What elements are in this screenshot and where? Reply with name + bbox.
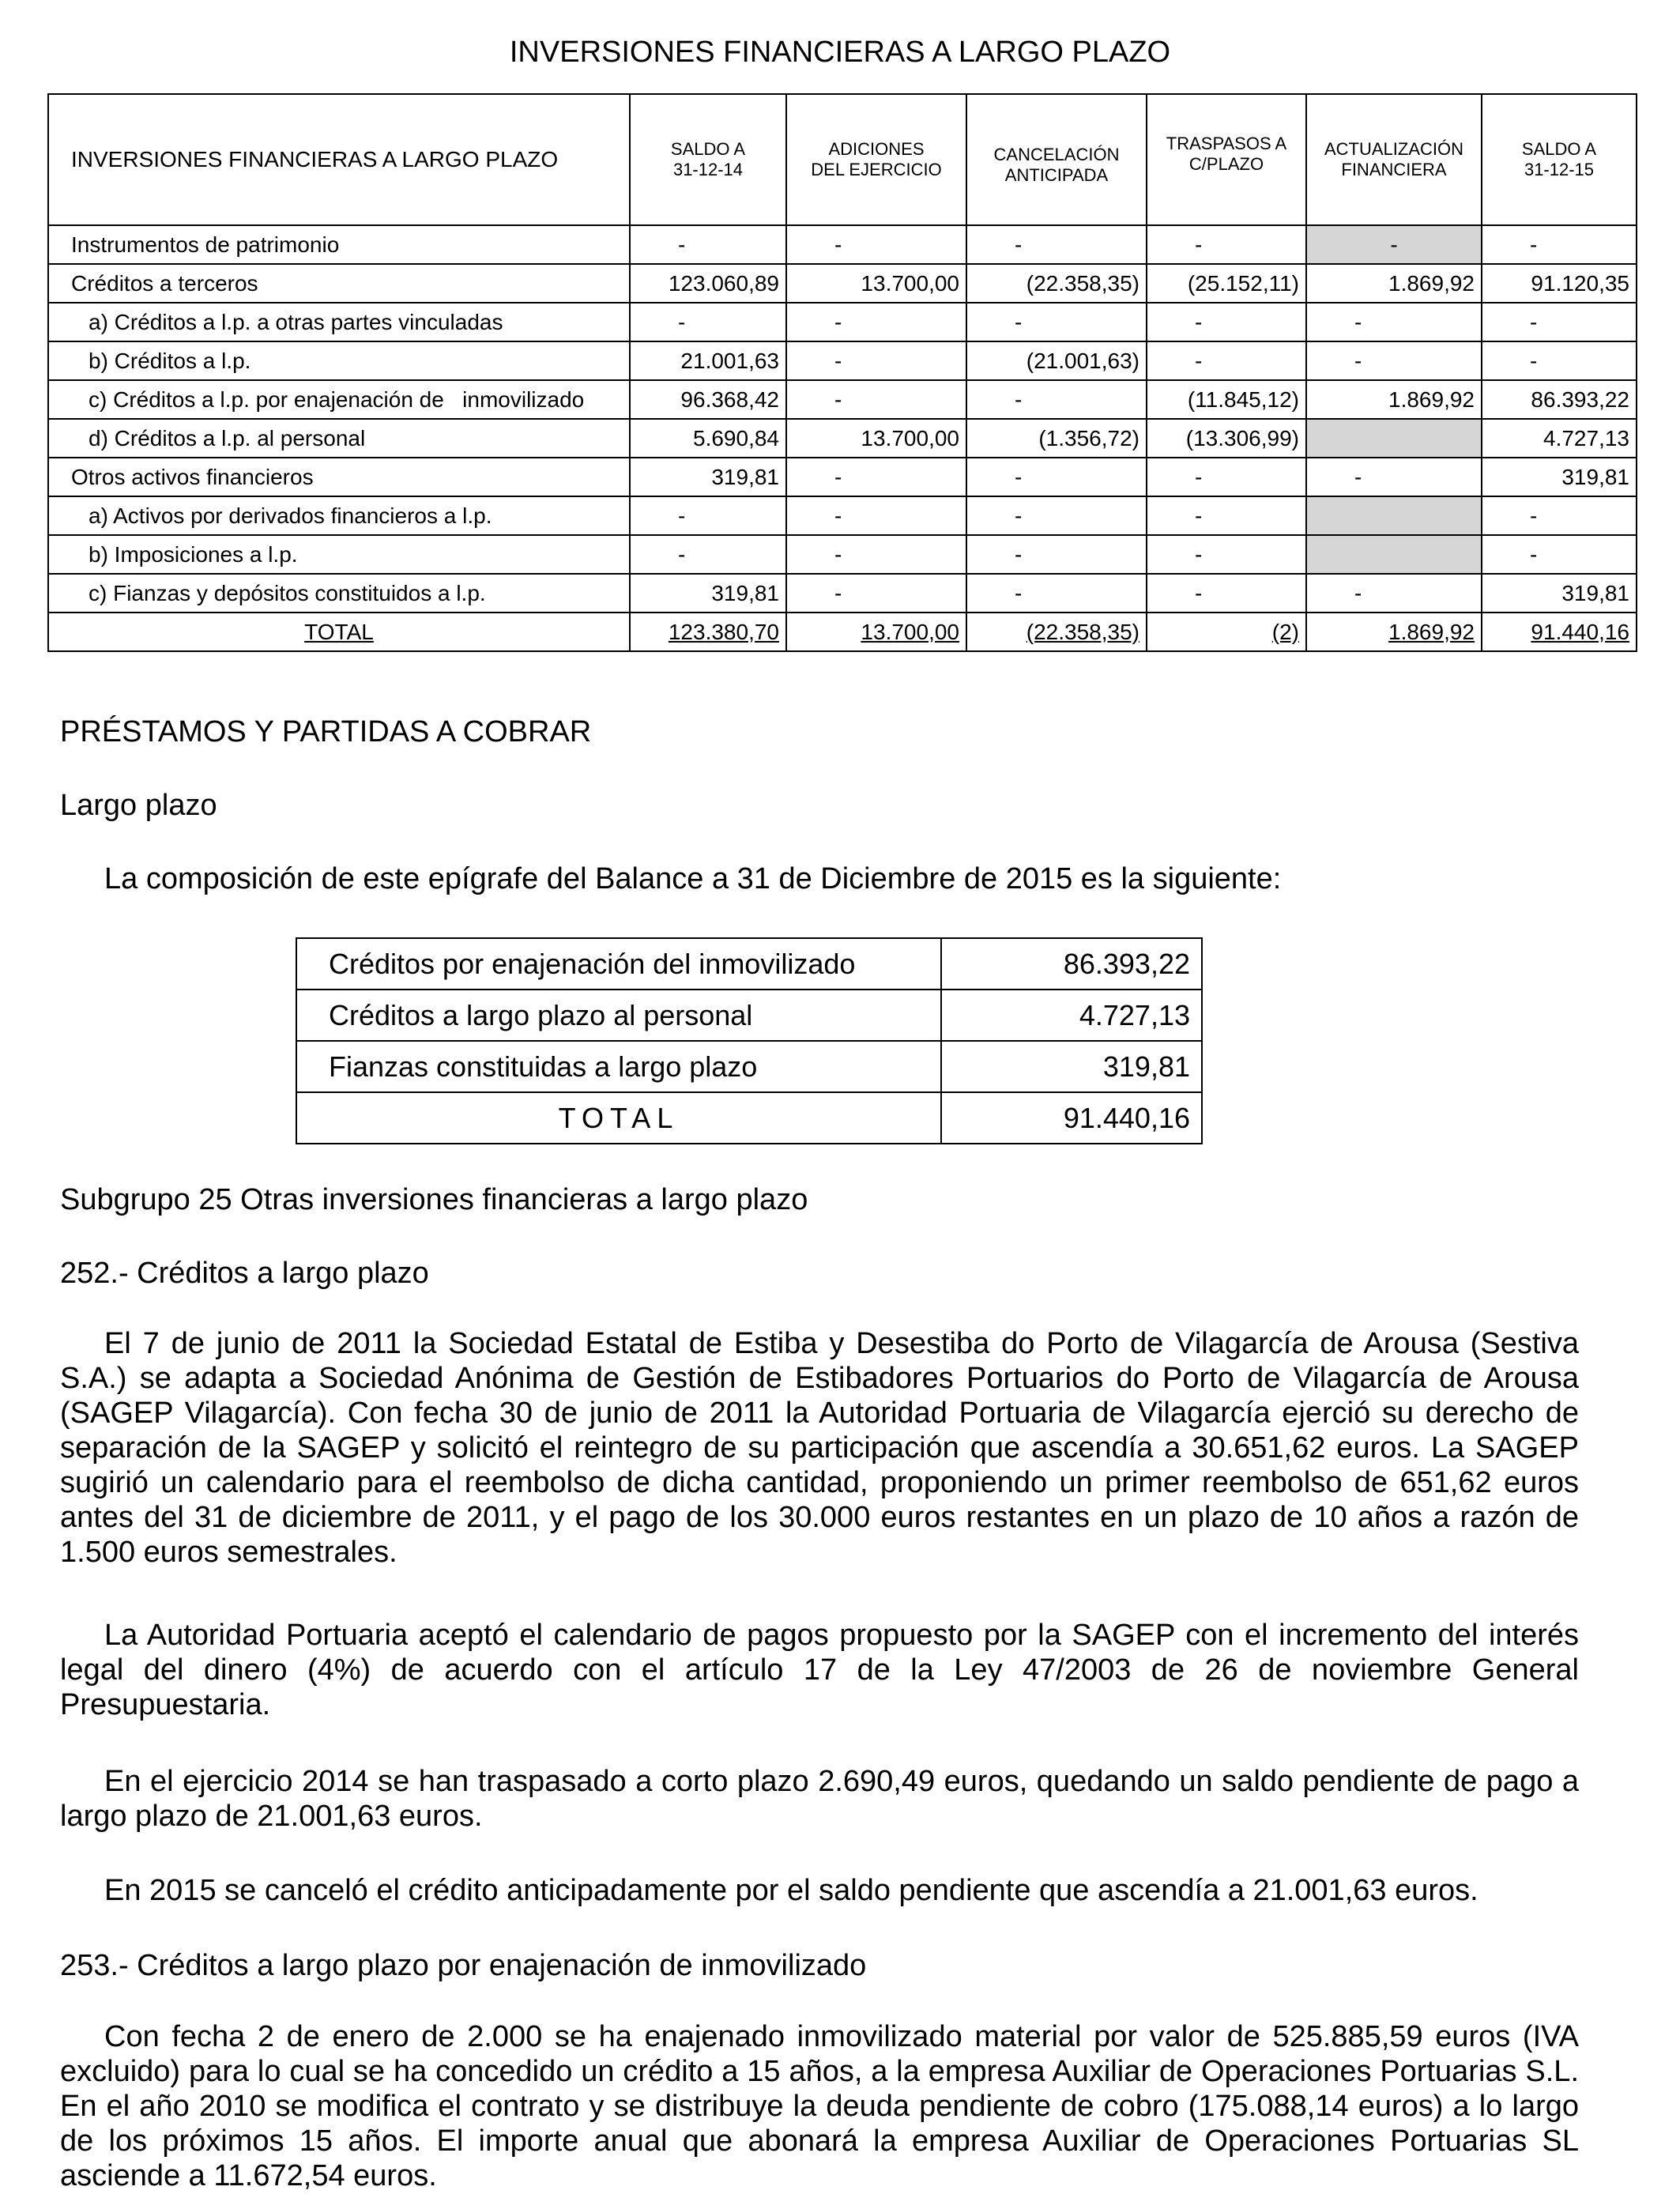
row-label: b) Créditos a l.p. [48,341,630,380]
table-cell-shaded [1306,419,1482,458]
table-cell: 86.393,22 [1482,380,1637,419]
row-label: Fianzas constituidas a largo plazo [296,1041,941,1092]
table-cell: (2) [1147,613,1306,651]
table-cell: - [1306,574,1482,613]
table-cell: 123.060,89 [630,264,786,303]
row-value: 4.727,13 [941,990,1202,1041]
table-cell: (13.306,99) [1147,419,1306,458]
row-label: Créditos por enajenación del inmovilizado [296,938,941,990]
paragraph: El 7 de junio de 2011 la Sociedad Estatal de Estiba y Desestiba do Porto de Vilagarcía de Arousa (Sestiva S.A.) se adapta a Sociedad Anónima de Gestión de Estibadores Portuarios do Porto de Vilagarcía de Arousa (SAGEP Vilagarcía). Con fecha 30 de junio de 2011 la Autoridad Portuaria de Vilagarcía ejerció su derecho de separación de la SAGEP y solicitó el reintegro de su participación que ascendía a 30.651,62 euros. La SAGEP sugirió un calendario para el reembolso de dicha cantidad, proponiendo un primer reembolso de 651,62 euros antes del 31 de diciembre de 2011, y el pago de los 30.000 euros restantes en un plazo de 10 años a razón de 1.500 euros semestrales. [60,1327,1579,1569]
table-cell: - [630,303,786,341]
column-header: ACTUALIZACIÓN FINANCIERA [1306,94,1482,225]
table-cell: - [786,535,966,574]
column-header: CANCELACIÓN ANTICIPADA [966,94,1147,225]
section-heading: PRÉSTAMOS Y PARTIDAS A COBRAR [60,715,592,748]
table-cell: - [786,496,966,535]
table-cell: - [966,535,1147,574]
table-row [48,419,1637,458]
table-cell: - [786,380,966,419]
table-cell: 96.368,42 [630,380,786,419]
table-cell: - [966,458,1147,496]
column-header: SALDO A 31-12-15 [1482,94,1637,225]
table-total-row [296,1092,1202,1144]
column-header: INVERSIONES FINANCIERAS A LARGO PLAZO [48,94,630,225]
table-cell: (1.356,72) [966,419,1147,458]
row-value: 319,81 [941,1041,1202,1092]
table-row [48,574,1637,613]
table-cell: 1.869,92 [1306,613,1482,651]
table-cell: (25.152,11) [1147,264,1306,303]
column-header: SALDO A 31-12-14 [630,94,786,225]
subgroup-heading: Subgrupo 25 Otras inversiones financieras a largo plazo [60,1183,808,1216]
table-cell: - [1147,496,1306,535]
table-cell: - [1306,458,1482,496]
row-value: 86.393,22 [941,938,1202,990]
table-row [296,1041,1202,1092]
table-cell: 13.700,00 [786,613,966,651]
table-row [48,458,1637,496]
page-title: INVERSIONES FINANCIERAS A LARGO PLAZO [509,36,1171,69]
table-cell: (22.358,35) [966,613,1147,651]
table-cell-shaded [1306,496,1482,535]
table-cell: 1.869,92 [1306,380,1482,419]
table-cell: - [1147,535,1306,574]
table-row [296,938,1202,990]
table-cell: - [1147,341,1306,380]
table-cell: - [786,341,966,380]
table-row [48,380,1637,419]
intro-paragraph: La composición de este epígrafe del Balance a 31 de Diciembre de 2015 es la siguiente: [104,862,1282,895]
table-cell: - [1147,574,1306,613]
table-cell: 13.700,00 [786,419,966,458]
row-label: a) Activos por derivados financieros a l.p. [48,496,630,535]
table-cell-shaded: - [1306,225,1482,264]
table-cell: 123.380,70 [630,613,786,651]
column-header: ADICIONES DEL EJERCICIO [786,94,966,225]
investments-table [47,93,1637,652]
row-value: 91.440,16 [941,1092,1202,1144]
table-cell: (22.358,35) [966,264,1147,303]
table-cell: - [1482,535,1637,574]
row-label: b) Imposiciones a l.p. [48,535,630,574]
table-cell: - [786,458,966,496]
table-cell: 319,81 [630,458,786,496]
table-header-row [48,94,1637,225]
table-cell: - [966,225,1147,264]
table-cell: 5.690,84 [630,419,786,458]
table-row [48,496,1637,535]
table-cell: (21.001,63) [966,341,1147,380]
row-label: TOTAL [48,613,630,651]
paragraph: La Autoridad Portuaria aceptó el calendario de pagos propuesto por la SAGEP con el incremento del interés legal del dinero (4%) de acuerdo con el artículo 17 de la Ley 47/2003 de 26 de noviembre General Presupuestaria. [60,1619,1579,1721]
table-cell: - [630,225,786,264]
table-row [48,303,1637,341]
table-cell: - [1482,225,1637,264]
table-cell: (11.845,12) [1147,380,1306,419]
composition-table [296,937,1203,1144]
row-label: Créditos a largo plazo al personal [296,990,941,1041]
table-cell: 319,81 [1482,458,1637,496]
table-cell: 13.700,00 [786,264,966,303]
table-row [48,225,1637,264]
table-cell: - [786,225,966,264]
table-cell: - [966,380,1147,419]
row-label: d) Créditos a l.p. al personal [48,419,630,458]
table-cell: 91.440,16 [1482,613,1637,651]
table-cell: - [1306,341,1482,380]
table-cell: 319,81 [630,574,786,613]
table-cell: 319,81 [1482,574,1637,613]
table-cell: - [1482,496,1637,535]
table-row [48,535,1637,574]
table-cell: 21.001,63 [630,341,786,380]
table-cell: - [786,303,966,341]
table-cell: - [1147,303,1306,341]
paragraph: Con fecha 2 de enero de 2.000 se ha enajenado inmovilizado material por valor de 525.885,59 euros (IVA excluido) para lo cual se ha concedido un crédito a 15 años, a la empresa Auxiliar de Operaciones Portuarias S.L. En el año 2010 se modifica el contrato y se distribuye la deuda pendiente de cobro (175.088,14 euros) a lo largo de los próximos 15 años. El importe anual que abonará la empresa Auxiliar de Operaciones Portuarias SL asciende a 11.672,54 euros. [60,2020,1579,2192]
row-label: Créditos a terceros [48,264,630,303]
table-cell: - [966,574,1147,613]
table-cell: - [786,574,966,613]
row-label: Instrumentos de patrimonio [48,225,630,264]
table-total-row [48,613,1637,651]
table-cell: 1.869,92 [1306,264,1482,303]
subsection-heading: Largo plazo [60,789,217,822]
table-cell: - [966,303,1147,341]
table-cell: - [1147,458,1306,496]
row-label: c) Fianzas y depósitos constituidos a l.p. [48,574,630,613]
table-cell: - [1482,303,1637,341]
table-cell: - [1482,341,1637,380]
table-cell: - [1306,303,1482,341]
row-label: Otros activos financieros [48,458,630,496]
row-label: a) Créditos a l.p. a otras partes vinculadas [48,303,630,341]
table-cell: - [966,496,1147,535]
table-cell-shaded [1306,535,1482,574]
section-252-heading: 252.- Créditos a largo plazo [60,1257,429,1290]
paragraph: En el ejercicio 2014 se han traspasado a corto plazo 2.690,49 euros, quedando un saldo pendiente de pago a largo plazo de 21.001,63 euros. [60,1765,1579,1833]
table-cell: - [1147,225,1306,264]
table-cell: - [630,496,786,535]
column-header: TRASPASOS A C/PLAZO [1147,94,1306,225]
table-cell: 91.120,35 [1482,264,1637,303]
section-253-heading: 253.- Créditos a largo plazo por enajenación de inmovilizado [60,1949,867,1982]
table-row [48,341,1637,380]
table-cell: 4.727,13 [1482,419,1637,458]
row-label: TOTAL [296,1092,941,1144]
table-row [48,264,1637,303]
table-cell: - [630,535,786,574]
row-label: c) Créditos a l.p. por enajenación de inmovilizado [48,380,630,419]
table-row [296,990,1202,1041]
paragraph: En 2015 se canceló el crédito anticipadamente por el saldo pendiente que ascendía a 21.001,63 euros. [104,1874,1478,1907]
